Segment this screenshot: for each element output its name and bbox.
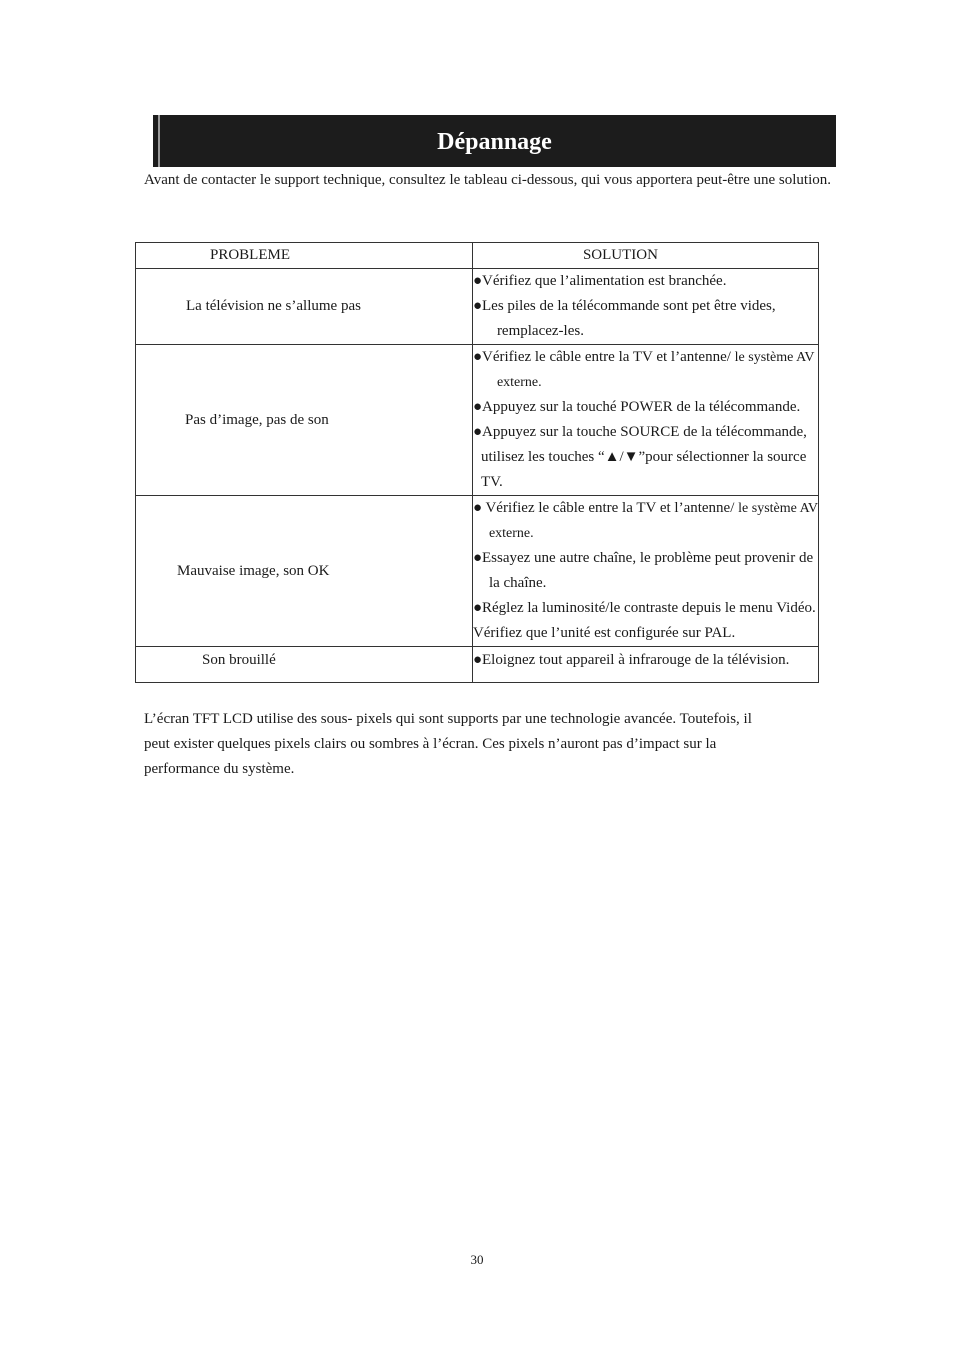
solution-line-part: le système AV	[738, 501, 818, 516]
solution-cell	[472, 496, 818, 647]
solution-line: ●Appuyez sur la touché POWER de la télécommande.	[472, 399, 801, 415]
column-header-problem: PROBLEME	[136, 243, 473, 269]
solution-line: TV.	[480, 474, 503, 490]
solution-line: utilisez les touches “▲/▼”pour sélectionner la source	[480, 449, 807, 465]
solution-line: la chaîne.	[488, 575, 547, 591]
solution-line: ●Appuyez sur la touche SOURCE de la télécommande,	[472, 424, 807, 440]
troubleshooting-table	[135, 242, 819, 683]
solution-line: remplacez-les.	[496, 323, 584, 339]
solution-line: ●Essayez une autre chaîne, le problème peut provenir de	[472, 550, 814, 566]
problem-cell: La télévision ne s’allume pas	[186, 298, 361, 314]
solution-cell	[472, 647, 818, 683]
solution-line-part: le système AV	[734, 350, 815, 365]
solution-line: ●Eloignez tout appareil à infrarouge de la télévision.	[472, 652, 790, 668]
solution-cell	[472, 269, 818, 345]
page-number: 30	[470, 1252, 484, 1267]
solution-line: Vérifiez que l’unité est configurée sur PAL.	[472, 625, 736, 641]
outro-line: L’écran TFT LCD utilise des sous- pixels qui sont supports par une technologie avancée. Toutefois, il	[144, 711, 752, 727]
table-row	[136, 269, 819, 345]
outro-line: peut exister quelques pixels clairs ou sombres à l’écran. Ces pixels n’auront pas d’impact sur la	[144, 736, 717, 752]
solution-line: externe.	[488, 526, 534, 541]
page-title: Dépannage	[437, 129, 552, 155]
solution-line: ●Les piles de la télécommande sont pet être vides,	[472, 298, 776, 314]
table-row	[136, 647, 819, 683]
table-header-row	[136, 243, 819, 269]
solution-line-part: ● Vérifiez le câble entre la TV et l’antenne/	[472, 500, 735, 516]
outro-line: performance du système.	[144, 761, 295, 777]
solution-cell	[472, 345, 818, 496]
column-header-solution: SOLUTION	[472, 243, 818, 269]
problem-cell: Mauvaise image, son OK	[177, 562, 330, 579]
solution-line: ●Réglez la luminosité/le contraste depuis le menu Vidéo.	[472, 600, 816, 616]
problem-cell: Son brouillé	[202, 652, 276, 668]
solution-line	[473, 496, 818, 521]
solution-line: externe.	[496, 375, 542, 390]
table-row	[136, 496, 819, 647]
solution-line-part: ●Vérifiez le câble entre la TV et l’antenne/	[472, 349, 731, 365]
solution-line: ●Vérifiez que l’alimentation est branchée.	[472, 273, 727, 289]
table-row	[136, 345, 819, 496]
problem-cell: Pas d’image, pas de son	[185, 411, 329, 428]
section-title-bar	[153, 115, 836, 167]
intro-paragraph: Avant de contacter le support technique, consultez le tableau ci-dessous, qui vous apportera peut-être une solution.	[144, 172, 831, 188]
solution-line	[473, 345, 818, 370]
outro-paragraph	[144, 707, 835, 782]
